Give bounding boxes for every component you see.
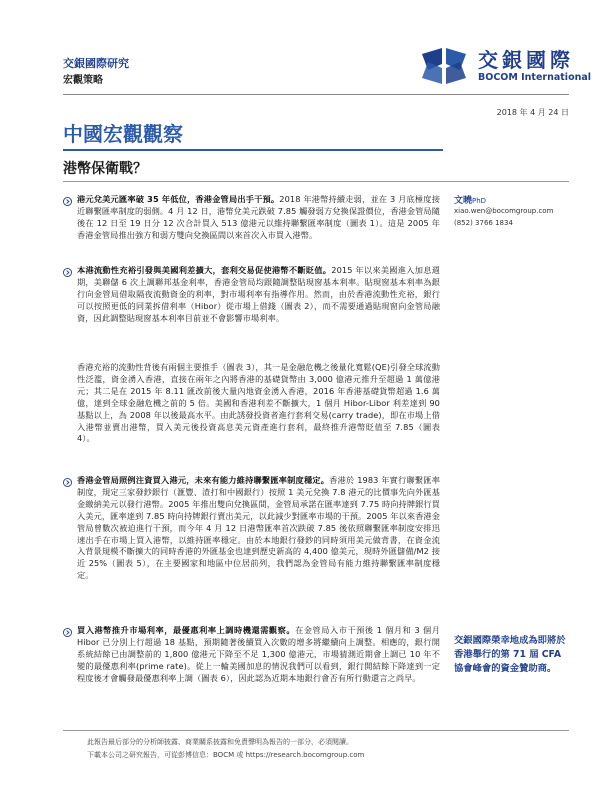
paragraph-1-lead: 港元兌美元匯率破 35 年低位，香港金管局出手干預。 <box>77 194 280 204</box>
sponsor-note: 交銀國際榮幸地成為即將於香港舉行的第 71 屆 CFA 協會峰會的資金贊助商。 <box>454 635 566 674</box>
paragraph-4-lead: 香港金管局照例注資買入港元，未來有能力維持聯繫匯率制度穩定。 <box>77 475 330 485</box>
title-underline <box>63 149 443 151</box>
author-email[interactable]: xiao.wen@bocomgroup.com <box>454 207 554 215</box>
paragraph-4 <box>77 475 440 582</box>
paragraph-3 <box>77 362 440 445</box>
paragraph-3-body: 香港充裕的流動性背後有兩個主要推手（圖表 3），其一是金融危機之後量化寬鬆(QE)引發全球流動性泛濫，資金湧入香港，直接在兩年之內將香港的基礎貨幣由 3,000 億港元推升至超過 1 萬億港元；其二是在 2015 年 8.11 匯改前後大量內地資金湧入香港，2016 年香港基礎貨幣超過 1.6 萬億，達到全球金融危機之前的 5 倍。美國和香港利差不斷擴大，1 個月 Hibor-Libor 利差達到 90 基點以上，為 2008 年以後最高水平。由此誘發投資者進行套利交易(carry trade)，即在市場上借入港幣並賣出港幣，買入美元後投資高息美元資產進行套利，最終推升港幣貶值至 7.85（圖表 4）。 <box>77 362 440 444</box>
report-title: 中國宏觀觀察 <box>63 122 183 146</box>
paragraph-2-body: 2015 年以來美國進入加息週期，美聯儲 6 次上調聯邦基金利率，香港金管局均跟隨調整貼現窗基本利率。貼現窗基本利率為銀行向金管局借取隔夜流動資金的利率，對市場利率有指導作用。然而，由於香港流動性充裕，銀行可以按照更低的同業拆借利率（Hibor）從市場上借錢（圖表 2），而不需要通過貼現窗向金管局融資，因此調整貼現窗基本利率目前並不會影響市場利率。 <box>77 265 440 323</box>
firm-research-label: 交銀國際研究 <box>63 57 129 70</box>
footer-download-info: 下載本公司之研究報告，可從彭博信息：BOCM 或 https://research.bocomgroup.com <box>87 751 365 759</box>
paragraph-5-body: 在金管局入市干預後 1 個月和 3 個月 Hibor 已分別上行超過 18 基點，預期隨著後續買入次數的增多將繼續向上調整。相應的，銀行開系統結餘已由調整前的 1,800 億港元下降至不足 1,300 億港元，市場猜測近期會上調已 10 年不變的最優惠利率(prime rate)。從上一輪美國加息的情況我們可以看到，銀行開結餘下降達到一定程度後才會觸發最優惠利率上調（圖表 6），因此認為近期本地銀行會否有所行動還言之尚早。 <box>77 625 440 683</box>
paragraph-1-body: 2018 年港幣持續走弱，並在 3 月底極度接近聯繫匯率制度的弱側。4 月 12 日，港幣兌美元跌破 7.85 觸發弱方兌換保證價位，香港金管局隨後在 12 日至 19 日分 12 次合計買入 513 億港元以維持聯繫匯率制度（圖表 1）。這是 2005 年香港金管局推出強方和弱方雙向兌換區間以來首次入市買入港幣。 <box>77 194 440 240</box>
paragraph-1 <box>77 194 440 242</box>
report-subtitle: 港幣保衛戰？ <box>63 161 147 177</box>
header-divider <box>63 94 569 95</box>
bullet-arrow-icon <box>63 197 72 206</box>
bocom-logo-icon <box>418 46 470 86</box>
paragraph-2 <box>77 265 440 325</box>
footer-divider <box>63 730 569 731</box>
author-name-text: 文曉 <box>454 196 473 206</box>
paragraph-2-lead: 本港流動性充裕引發與美國利差擴大，套利交易促使港幣不斷貶值。 <box>77 265 332 275</box>
author-name <box>454 193 486 206</box>
footer-disclaimer: 此報告最后部分的分析師披露、商業關系披露和免責聲明為報告的一部分，必須閱讀。 <box>87 738 353 746</box>
bullet-arrow-icon <box>63 268 72 277</box>
paragraph-5-lead: 買入港幣推升市場利率，最優惠利率上調時機還需觀察。 <box>77 625 296 635</box>
paragraph-4-body: 香港於 1983 年實行聯繫匯率制度，規定三家發鈔銀行（滙豐、渣打和中國銀行）按照 1 美元兌換 7.8 港元的比價事先向外匯基金繳納美元以發行港幣。2005 年推出雙向兌換區間，金管局承諾在匯率達到 7.75 時向持牌銀行買入美元，匯率達到 7.85 時向持牌銀行賣出美元，以此減少對匯率市場的干預。2005 年以來香港金管局曾數次被迫進行干預，而今年 4 月 12 日港幣匯率首次跌破 7.85 後依照聯繫匯率制度安排迅速出手在市場上買入港幣，以維持匯率穩定。由於本地銀行發鈔的同時須用美元做背書，在資金流入背景規模不斷擴大的同時香港的外匯基金也達到歷史新高的 4,400 億美元，現時外匯儲備/M2 接近 25%（圖表 5），在主要國家和地區中位居前列，我們認為金管局有能力維持聯繫匯率制度穩定。 <box>77 475 440 581</box>
bullet-arrow-icon <box>63 478 72 487</box>
bullet-arrow-icon <box>63 628 72 637</box>
subtitle-divider <box>63 181 569 182</box>
author-phone: (852) 3766 1834 <box>454 219 513 227</box>
paragraph-5 <box>77 625 440 685</box>
logo-chinese-text: 交銀國際 <box>478 48 574 72</box>
logo-english-text: BOCOM International <box>478 72 592 83</box>
report-date: 2018 年 4 月 24 日 <box>496 108 569 117</box>
section-label: 宏觀策略 <box>63 75 103 86</box>
author-suffix: PhD <box>472 197 487 205</box>
